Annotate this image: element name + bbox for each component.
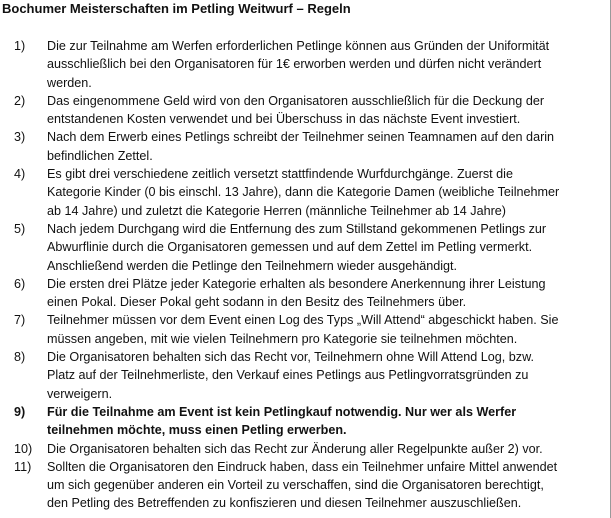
rule-item (14, 165, 608, 220)
rule-text: Teilnehmer müssen vor dem Event einen Log des Typs „Will Attend“ abgeschickt haben. Sie müssen angeben, mit wie vielen Teilnehmern pro Kategorie sie teilnehmen möchten. (47, 313, 559, 346)
rule-item (14, 458, 608, 513)
rule-item (14, 220, 608, 275)
rule-number: 3) (14, 130, 26, 145)
rule-number: 5) (14, 221, 26, 236)
rule-item (14, 311, 608, 348)
rule-number: 6) (14, 276, 26, 291)
rule-item (14, 440, 608, 458)
rule-text: Für die Teilnahme am Event ist kein Petlingkauf notwendig. Nur wer als Werfer teilnehmen möchte, muss einen Petling erwerben. (47, 404, 517, 438)
rule-item (14, 128, 608, 165)
rule-number: 4) (14, 167, 26, 182)
rule-item (14, 92, 608, 129)
document-title: Bochumer Meisterschaften im Petling Weitwurf – Regeln (2, 1, 351, 16)
rule-item (14, 403, 608, 440)
rule-number: 9) (14, 404, 26, 419)
rule-text: Nach jedem Durchgang wird die Entfernung des zum Stillstand gekommenen Petlings zur Abwurflinie durch die Organisatoren gemessen und auf dem Zettel im Petling vermerkt. Anschließend werden die Petlinge den Teilnehmern wieder ausgehändigt. (47, 221, 547, 273)
rule-text: Sollten die Organisatoren den Eindruck haben, dass ein Teilnehmer unfaire Mittel anwendet um sich gegenüber anderen ein Vorteil zu verschaffen, sind die Organisatoren berechtigt, den Petling des Betreffenden zu konfiszieren und diesen Teilnehmer auszuschließen. (47, 459, 558, 511)
rule-item (14, 275, 608, 312)
rule-text: Nach dem Erwerb eines Petlings schreibt der Teilnehmer seinen Teamnamen auf den darin befindlichen Zettel. (47, 130, 555, 163)
rule-item (14, 348, 608, 403)
rule-number: 2) (14, 93, 26, 108)
rules-list (14, 37, 608, 513)
rule-text: Das eingenommene Geld wird von den Organisatoren ausschließlich für die Deckung der entstandenen Kosten verwendet und bei Überschuss in das nächste Event investiert. (47, 93, 545, 127)
rule-number: 1) (14, 39, 26, 53)
rule-text: Die zur Teilnahme am Werfen erforderlichen Petlinge können aus Gründen der Uniformität ausschließlich bei den Organisatoren für 1€ erworben werden und dürfen nicht verändert werden. (47, 39, 550, 90)
rule-number: 10) (14, 441, 33, 456)
rule-text: Die ersten drei Plätze jeder Kategorie erhalten als besondere Anerkennung ihrer Leistung einen Pokal. Dieser Pokal geht sodann in den Besitz des Teilnehmers über. (47, 276, 546, 310)
rule-text: Es gibt drei verschiedene zeitlich versetzt stattfindende Wurfdurchgänge. Zuerst die Kategorie Kinder (0 bis einschl. 13 Jahre), dann die Kategorie Damen (weibliche Teilnehmer ab 14 Jahre) und zuletzt die Kategorie Herren (männliche Teilnehmer ab 14 Jahre) (47, 167, 560, 218)
rule-number: 11) (14, 459, 32, 474)
rule-text: Die Organisatoren behalten sich das Recht zur Änderung aller Regelpunkte außer 2) vor. (47, 441, 543, 456)
rule-number: 8) (14, 350, 26, 365)
rule-item (14, 37, 608, 92)
rule-number: 7) (14, 313, 26, 328)
rule-text: Die Organisatoren behalten sich das Recht vor, Teilnehmern ohne Will Attend Log, bzw. Platz auf der Teilnehmerliste, den Verkauf eines Petlings aus Petlingvorratsgründen zu verweigern. (47, 350, 535, 401)
